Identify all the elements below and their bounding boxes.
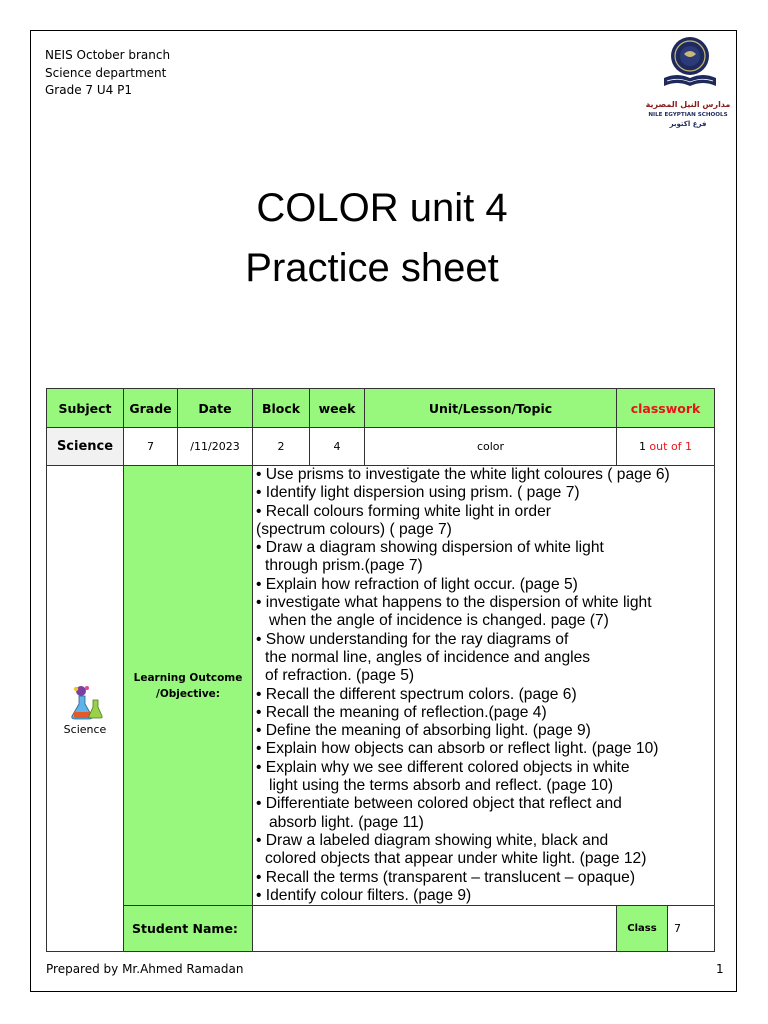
student-name-label: Student Name: bbox=[124, 906, 253, 952]
objectives-list bbox=[253, 466, 715, 906]
header-week: week bbox=[310, 389, 365, 428]
learning-outcome-label-line1: Learning Outcome bbox=[133, 671, 243, 684]
header-classwork: classwork bbox=[617, 389, 715, 428]
header-grade: Grade 7 U4 P1 bbox=[45, 83, 132, 97]
objective-item: (spectrum colours) ( page 7) bbox=[256, 520, 452, 538]
objective-item: • Differentiate between colored object that reflect and bbox=[256, 795, 622, 813]
header-subject: Subject bbox=[47, 389, 124, 428]
science-icon-cell bbox=[47, 466, 124, 952]
objective-item: • Explain how objects can absorb or reflect light. (page 10) bbox=[256, 740, 659, 758]
value-classwork bbox=[617, 428, 715, 466]
table-header-row bbox=[47, 389, 715, 428]
objective-item: absorb light. (page 11) bbox=[269, 813, 424, 831]
science-icon-label: Science bbox=[63, 722, 107, 736]
objective-item: • Draw a diagram showing dispersion of white light bbox=[256, 539, 604, 557]
value-week: 4 bbox=[310, 428, 365, 466]
header-department: Science department bbox=[45, 65, 167, 80]
class-label: Class bbox=[617, 906, 668, 952]
objective-item: • investigate what happens to the dispersion of white light bbox=[256, 594, 652, 612]
footer-prepared-by: Prepared by Mr.Ahmed Ramadan bbox=[46, 962, 244, 976]
objective-item: • Explain why we see different colored objects in white bbox=[256, 758, 630, 776]
class-value[interactable]: 7 bbox=[668, 906, 715, 952]
header-date: Date bbox=[178, 389, 253, 428]
logo-english-name: NILE EGYPTIAN SCHOOLS bbox=[648, 112, 728, 118]
objective-item: • Show understanding for the ray diagrams of bbox=[256, 630, 569, 648]
footer-page-number: 1 bbox=[716, 962, 724, 976]
learning-outcome-label-line2: /Objective: bbox=[155, 687, 220, 700]
value-subject: Science bbox=[47, 428, 124, 466]
logo-arabic-name: مدارس النيل المصرية bbox=[645, 100, 731, 109]
science-flask-icon bbox=[65, 682, 105, 722]
logo-branch: فرع اكتوبر bbox=[669, 120, 707, 128]
objective-item: colored objects that appear under white light. (page 12) bbox=[265, 850, 647, 868]
objective-item: • Recall the terms (transparent – translucent – opaque) bbox=[256, 868, 636, 886]
value-date: /11/2023 bbox=[178, 428, 253, 466]
student-name-field[interactable] bbox=[253, 906, 617, 952]
lesson-table bbox=[46, 388, 715, 952]
objective-item: through prism.(page 7) bbox=[265, 557, 423, 575]
objective-item: the normal line, angles of incidence and angles bbox=[265, 648, 591, 666]
header-block: Block bbox=[253, 389, 310, 428]
school-logo bbox=[640, 34, 740, 144]
value-topic: color bbox=[365, 428, 617, 466]
objectives-row bbox=[47, 466, 715, 906]
header-topic: Unit/Lesson/Topic bbox=[365, 389, 617, 428]
header-grade: Grade bbox=[124, 389, 178, 428]
objective-item: • Recall colours forming white light in order bbox=[256, 502, 551, 520]
classwork-out-of: out of 1 bbox=[645, 440, 693, 453]
header-branch: NEIS October branch bbox=[45, 48, 171, 62]
objective-item: • Recall the meaning of reflection.(page 4) bbox=[256, 703, 547, 721]
table-values-row bbox=[47, 428, 715, 466]
objective-item: of refraction. (page 5) bbox=[265, 667, 415, 685]
value-grade: 7 bbox=[124, 428, 178, 466]
value-block: 2 bbox=[253, 428, 310, 466]
objective-item: when the angle of incidence is changed. page (7) bbox=[269, 612, 609, 630]
objective-item: • Define the meaning of absorbing light. (page 9) bbox=[256, 722, 591, 740]
objective-item: • Use prisms to investigate the white light coloures ( page 6) bbox=[256, 466, 670, 483]
objective-item: • Recall the different spectrum colors. (page 6) bbox=[256, 685, 577, 703]
learning-outcome-label bbox=[124, 466, 253, 906]
objective-item: • Identify light dispersion using prism. ( page 7) bbox=[256, 484, 580, 502]
page-title: COLOR unit 4 bbox=[256, 186, 508, 230]
objective-item: • Explain how refraction of light occur. (page 5) bbox=[256, 575, 578, 593]
objective-item: light using the terms absorb and reflect. (page 10) bbox=[269, 777, 614, 795]
school-header bbox=[45, 47, 170, 100]
objective-item: • Identify colour filters. (page 9) bbox=[256, 886, 472, 904]
classwork-number: 1 bbox=[638, 440, 646, 453]
student-row bbox=[47, 906, 715, 952]
objective-item: • Draw a labeled diagram showing white, black and bbox=[256, 831, 609, 849]
page-subtitle: Practice sheet bbox=[245, 246, 499, 290]
